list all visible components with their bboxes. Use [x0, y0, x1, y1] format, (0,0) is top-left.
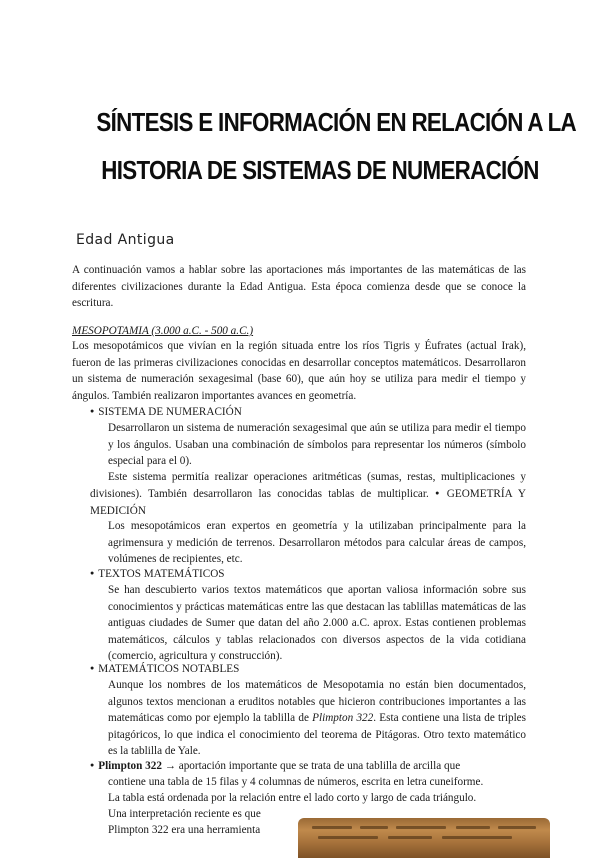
notables-text-after: . Esta contiene una lista de triples pitagóricos, lo que indica el conocimiento del teorema de Pitágoras. Otro texto matemático es la tablilla de Yale.: [108, 712, 526, 758]
plimpton-label: Plimpton 322: [98, 760, 162, 772]
plimpton-line-4: Una interpretación reciente es que: [108, 808, 261, 820]
notables-paragraph: [108, 677, 526, 760]
intro-paragraph: A continuación vamos a hablar sobre las aportaciones más importantes de las matemáticas de las diferentes civilizaciones durante la Edad Antigua. Esta época comienza desde que se conoce la escritura.: [72, 264, 526, 310]
title-line-2: HISTORIA DE SISTEMAS DE NUMERACIÓN: [101, 155, 539, 185]
bullet-notables-label: MATEMÁTICOS NOTABLES: [98, 663, 240, 675]
plimpton-tablet-image: [298, 818, 550, 858]
document-title: [96, 98, 577, 194]
bullet-sistema-label: SISTEMA DE NUMERACIÓN: [98, 406, 242, 418]
mesopotamia-heading-text: MESOPOTAMIA (3.000 a.C. - 500 a.C.): [72, 325, 254, 337]
sistema-paragraph-2: [90, 469, 526, 520]
bullet-sistema: [90, 404, 242, 422]
sistema-paragraph-2-text: Este sistema permitía realizar operaciones aritméticas (sumas, restas, multiplicaciones y divisiones). También desarrollaron las conocidas tablas de multiplicar.: [90, 471, 526, 500]
textos-paragraph: Se han descubierto varios textos matemáticos que aportan valiosa información sobre sus conocimientos y prácticas matemáticas entre las que destacan las tablillas matemáticas de las antiguas ciudades de Sumer que datan del año 2.000 a.C. aprox. Estas contienen problemas matemáticos, cálculos y tablas relacionados con diversos aspectos de la vida cotidiana (comercio, agricultura y construcción).: [108, 584, 526, 663]
bullet-geometria-label: GEOMETRÍA Y MEDICIÓN: [90, 487, 527, 518]
mesopotamia-paragraph: Los mesopotámicos que vivían en la región situada entre los ríos Tigris y Éufrates (actual Irak), fueron de las primeras civilizaciones conocidas en desarrollar conceptos matemáticos. Desarrollaron un sistema de numeración sexagesimal (base 60), que aún hoy se utiliza para medir el tiempo y ángulos. También realizaron importantes avances en geometría.: [72, 340, 526, 402]
plimpton-line-5: Plimpton 322 era una herramienta: [108, 824, 261, 836]
notables-text-italic: Plimpton 322: [312, 712, 374, 725]
geometria-paragraph: Los mesopotámicos eran expertos en geometría y la utilizaban principalmente para la agrimensura y medición de terrenos. Desarrollaron métodos para calcular áreas de campos, volúmenes de recipientes, etc.: [108, 520, 526, 566]
bullet-notables: [90, 661, 239, 679]
plimpton-line-2: contiene una tabla de 15 filas y 4 columnas de números, escrita en letra cuneiforme.: [108, 776, 484, 788]
bullet-plimpton: [90, 758, 460, 776]
plimpton-line-1: aportación importante que se trata de una tablilla de arcilla que: [175, 760, 461, 772]
plimpton-line-3: La tabla está ordenada por la relación entre el lado corto y largo de cada triángulo.: [108, 792, 477, 804]
sistema-paragraph-1: Desarrollaron un sistema de numeración sexagesimal que aún se utiliza para medir el tiempo y los ángulos. Usaban una combinación de símbolos para representar los números (símbolo especial para el 0).: [108, 422, 526, 468]
bullet-textos: [90, 566, 225, 584]
title-line-1: SÍNTESIS E INFORMACIÓN EN RELACIÓN A LA: [96, 107, 577, 137]
plimpton-arrow: →: [164, 760, 176, 772]
section-heading: Edad Antigua: [76, 232, 175, 248]
bullet-textos-label: TEXTOS MATEMÁTICOS: [98, 568, 225, 580]
notables-text-before: Aunque los nombres de los matemáticos de Mesopotamia no están bien documentados, algunos textos mencionan a eruditos notables que hicieron contribuciones importantes a las matemáticas como por ejemplo la tablilla de: [108, 679, 526, 725]
